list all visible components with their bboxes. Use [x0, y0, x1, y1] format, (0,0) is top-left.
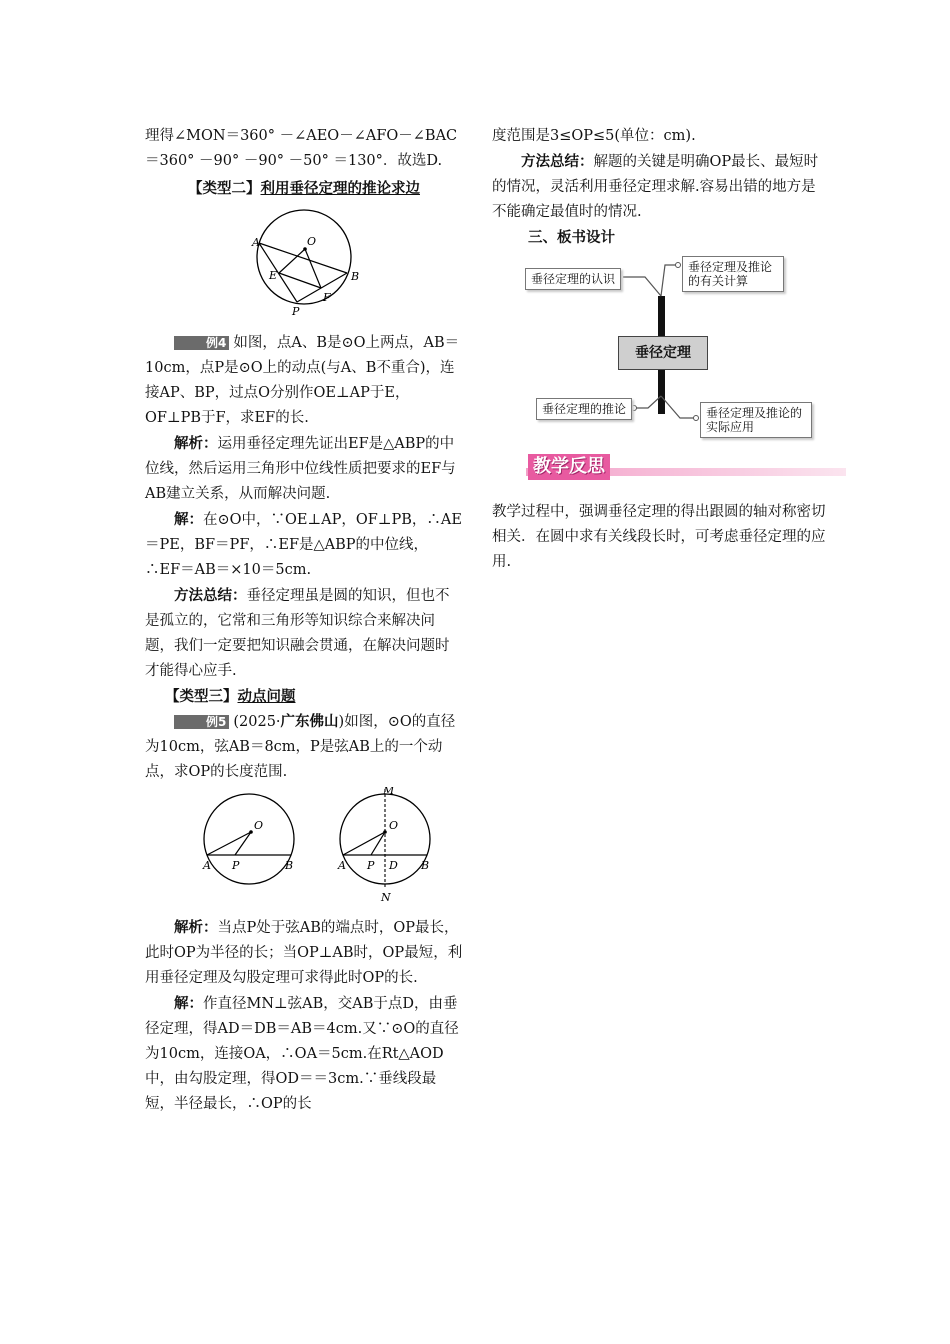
type2-heading [145, 176, 463, 201]
analysis-text: 运用垂径定理先证出EF是△ABP的中位线，然后运用三角形中位线性质把要求的EF与AB建立关系，从而解决问题. [145, 436, 456, 502]
label-p-left: P [232, 859, 240, 872]
analysis-text-2: 当点P处于弦AB的端点时，OP最长，此时OP为半径的长；当OP⊥AB时，OP最短，利用垂径定理及勾股定理可求得此时OP的长. [145, 920, 463, 986]
example-5-solution [145, 991, 463, 1117]
connector-bottom-right [661, 396, 696, 418]
label-p-right: P [367, 859, 375, 872]
label-a: A [252, 236, 260, 249]
segment-op-left [235, 832, 251, 855]
method-label: 方法总结： [174, 587, 247, 604]
solution-text: 在⊙O中，∵OE⊥AP，OF⊥PB，∴AE＝PE，BF＝PF，∴EF是△ABP的中位线，∴EF＝AB＝×10＝5cm. [145, 512, 462, 578]
example-5-analysis [145, 915, 463, 991]
example-4-analysis [145, 431, 463, 507]
example-4-solution [145, 507, 463, 583]
connector-top-left [623, 277, 661, 296]
node-recognition: 垂径定理的认识 [525, 268, 621, 290]
example-5-source-open: (2025· [233, 714, 281, 730]
label-f: F [323, 291, 331, 304]
board-mindmap [520, 256, 860, 446]
answer-range: 度范围是3≤OP≤5(单位：cm). [492, 128, 696, 144]
solution-label: 解： [174, 511, 203, 528]
segment-ef [279, 273, 321, 288]
circle-o [257, 210, 351, 304]
label-m: M [383, 787, 395, 797]
example-4 [145, 331, 463, 431]
segment-oa-left [207, 832, 251, 855]
analysis-label-2: 解析： [174, 919, 218, 936]
board-design-heading: 三、板书设计 [528, 229, 615, 246]
label-n: N [381, 891, 391, 904]
method-summary-2 [492, 149, 827, 225]
node-application: 垂径定理及推论的实际应用 [700, 402, 812, 438]
label-b: B [351, 270, 360, 283]
figure-ex5-circles [145, 787, 463, 909]
segment-ap [259, 243, 297, 302]
label-o-left: O [254, 819, 264, 832]
analysis-label: 解析： [174, 435, 218, 452]
label-d: D [389, 859, 398, 872]
method-summary-1 [145, 583, 463, 684]
node-dot-2 [632, 406, 637, 411]
circle-left [204, 794, 294, 884]
method-label-2: 方法总结： [521, 153, 594, 170]
method-text: 垂径定理虽是圆的知识，但也不是孤立的，它常和三角形等知识综合来解决问题，我们一定要把知识融会贯通，在解决问题时才能得心应手. [145, 588, 450, 679]
label-a-left: A [203, 859, 211, 872]
solution-text-2: 作直径MN⊥弦AB，交AB于点D，由垂径定理，得AD＝DB＝AB＝4cm.又∵⊙O的直径为10cm，连接OA，∴OA＝5cm.在Rt△AOD中，由勾股定理，得OD＝＝3cm.∵垂线段最短，半径最长，∴OP的长 [145, 996, 459, 1112]
center-dot-left [249, 830, 253, 834]
node-dot-1 [676, 263, 681, 268]
segment-of [305, 249, 321, 288]
example-5-text: 如图，⊙O的直径为10cm，弦AB＝8cm，P是弦AB上的一个动点，求OP的长度范围. [145, 714, 456, 780]
label-e: E [269, 269, 278, 282]
connector-bottom-left [634, 396, 661, 408]
example-5-source-place: 广东佛山 [280, 713, 339, 730]
label-b-left: B [285, 859, 294, 872]
reflection-banner [492, 454, 827, 482]
example-4-text: 如图，点A、B是⊙O上两点，AB＝10cm，点P是⊙O上的动点(与A、B不重合)，连接AP、BP，过点O分别作OE⊥AP于E，OF⊥PB于F，求EF的长. [145, 335, 460, 426]
type2-title: 利用垂径定理的推论求边 [260, 180, 420, 197]
figure-ex4-circle [239, 207, 369, 323]
type3-bracket: 【类型三】 [165, 688, 238, 705]
example-5-tag: 例5 [174, 715, 229, 729]
example-5 [145, 709, 463, 785]
node-dot-3 [694, 416, 699, 421]
example-4-tag: 例4 [174, 336, 229, 350]
center-dot-right [383, 830, 387, 834]
label-p: P [292, 305, 300, 318]
example-5-source-close: ) [338, 714, 345, 730]
left-column [145, 124, 463, 1117]
type2-bracket: 【类型二】 [188, 180, 261, 197]
paragraph-answer-continuation: 理得∠MON＝360° －∠AEO－∠AFO－∠BAC ＝360° －90° －90° －50° ＝130°．故选D. [145, 128, 458, 169]
label-o-right: O [389, 819, 399, 832]
reflection-title: 教学反思 [528, 454, 610, 480]
type3-title: 动点问题 [237, 688, 296, 705]
solution-label-2: 解： [174, 995, 203, 1012]
connector-top-right [661, 265, 678, 296]
type3-heading [145, 684, 463, 709]
label-a-right: A [338, 859, 346, 872]
node-calculation: 垂径定理及推论的有关计算 [682, 256, 784, 292]
node-center-theorem: 垂径定理 [618, 336, 708, 370]
reflection-text: 教学过程中，强调垂径定理的得出跟圆的轴对称密切相关．在圆中求有关线段长时，可考虑垂径定理的应用. [492, 504, 826, 570]
right-column [492, 124, 827, 575]
segment-oe [279, 249, 305, 273]
method-text-2: 解题的关键是明确OP最长、最短时的情况，灵活利用垂径定理求解.容易出错的地方是不能确定最值时的情况. [492, 154, 819, 220]
label-b-right: B [421, 859, 430, 872]
label-o: O [307, 235, 317, 248]
node-corollary: 垂径定理的推论 [536, 398, 632, 420]
